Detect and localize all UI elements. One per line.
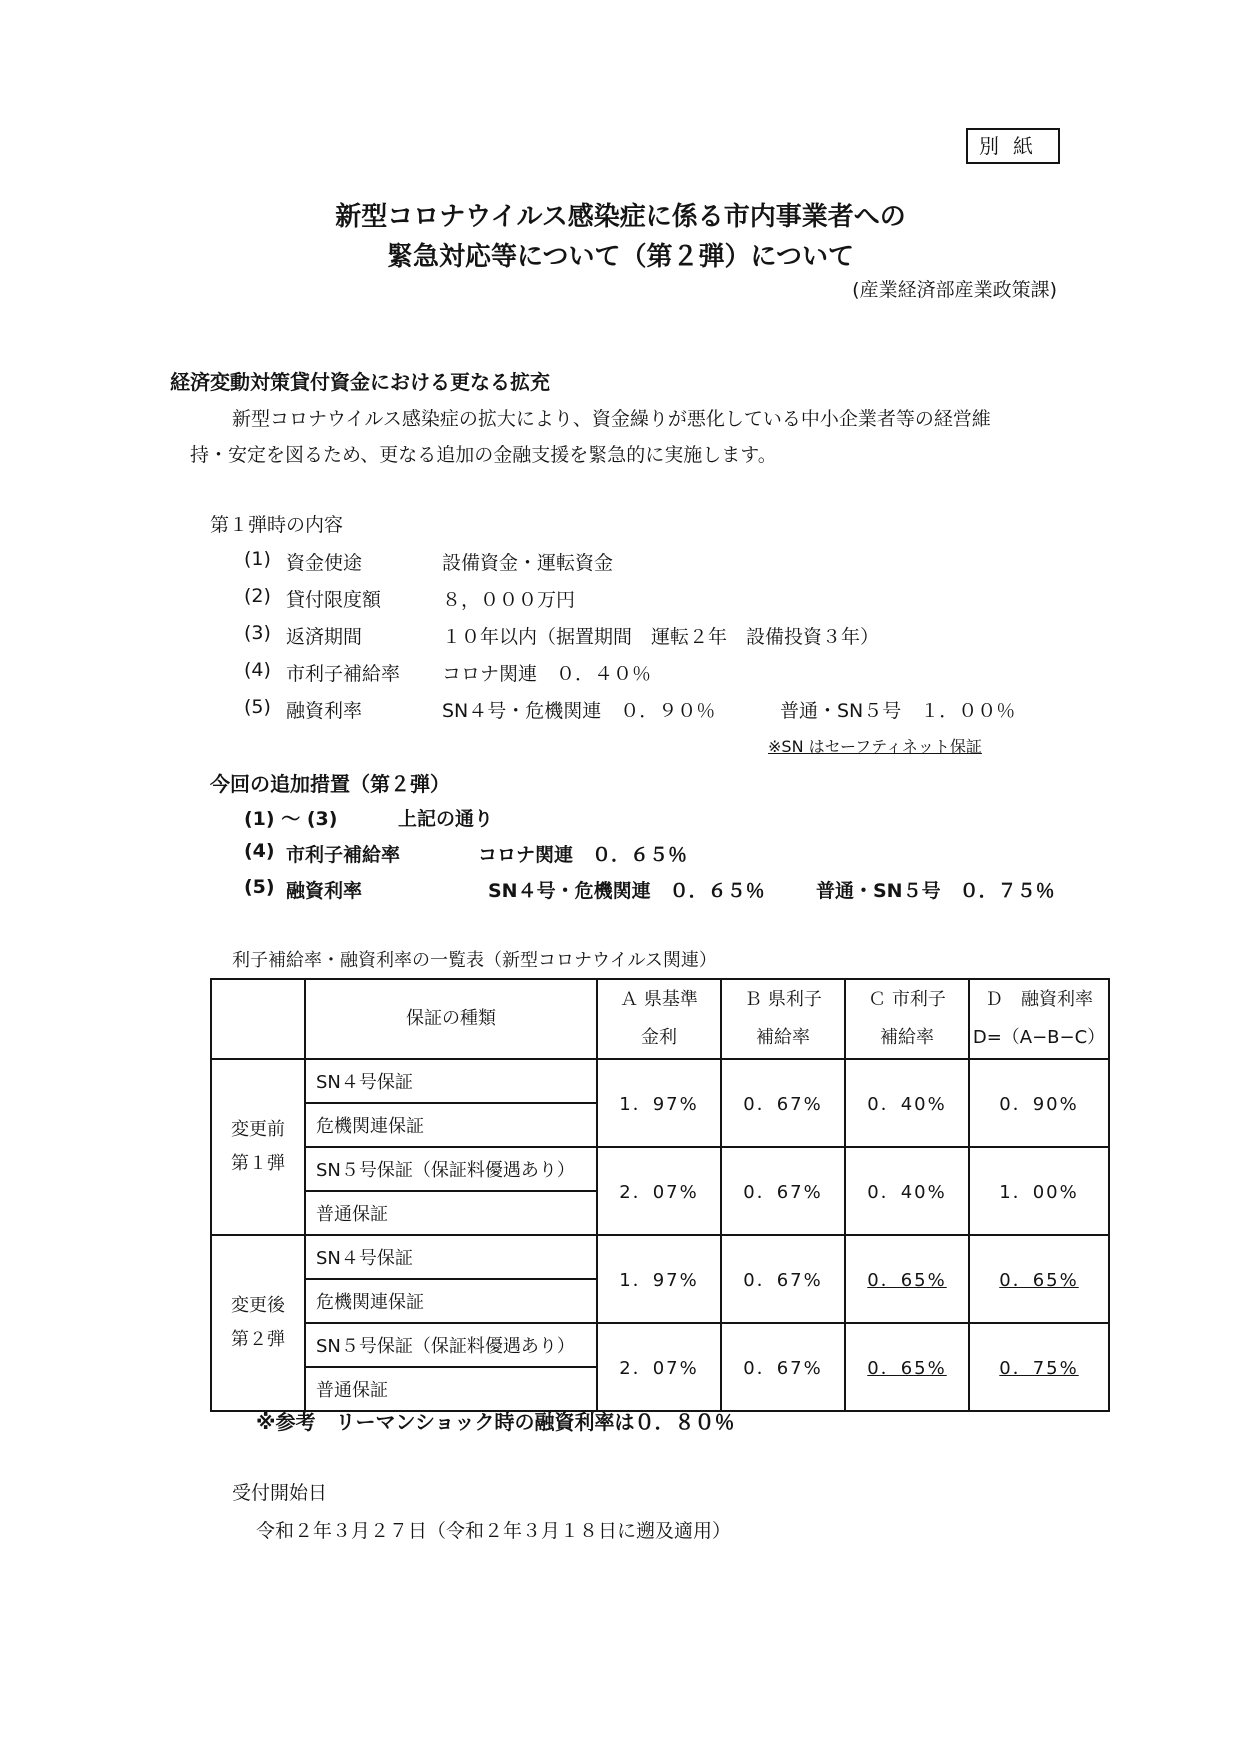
- header-a-line1: Ａ 県基準: [620, 989, 698, 1010]
- group-label-line1: 変更後: [231, 1295, 285, 1316]
- item-number: (5): [244, 876, 275, 898]
- header-d-line1: Ｄ 融資利率: [985, 989, 1093, 1010]
- intro-line-2: 持・安定を図るため、更なる追加の金融支援を緊急的に実施します。: [190, 444, 777, 466]
- attachment-tag: 別紙: [966, 128, 1060, 164]
- cell-a: 2．07%: [597, 1323, 721, 1411]
- cell-d: 0．75%: [969, 1323, 1109, 1411]
- cell-d: 0．65%: [969, 1235, 1109, 1323]
- cell-c: 0．40%: [845, 1147, 969, 1235]
- header-c: [845, 979, 969, 1059]
- document-title-line2: 緊急対応等について（第２弾）について: [387, 242, 854, 272]
- header-empty-cell: [211, 979, 305, 1059]
- item-value: SN４号・危機関連 ０．６５％: [488, 880, 765, 902]
- cell-a: 1．97%: [597, 1235, 721, 1323]
- cell-d: 1．00%: [969, 1147, 1109, 1235]
- cell-c: 0．40%: [845, 1059, 969, 1147]
- start-date-value: 令和２年３月２７日（令和２年３月１８日に遡及適用）: [256, 1520, 732, 1542]
- reference-note: ※参考 リーマンショック時の融資利率は０．８０％: [256, 1410, 735, 1434]
- document-title-line1: 新型コロナウイルス感染症に係る市内事業者への: [335, 202, 906, 232]
- header-b-line2: 補給率: [756, 1027, 810, 1048]
- header-c-line1: Ｃ 市利子: [868, 989, 946, 1010]
- item-number: (4): [244, 659, 271, 681]
- cell-b: 0．67%: [721, 1235, 845, 1323]
- item-value: 設備資金・運転資金: [442, 552, 614, 574]
- cell-c: 0．65%: [845, 1235, 969, 1323]
- department-name: (産業経済部産業政策課): [852, 279, 1057, 301]
- table-row: [211, 1059, 1109, 1103]
- item-number: (3): [244, 622, 271, 644]
- item-label: 貸付限度額: [286, 589, 382, 611]
- sn-footnote: ※SN はセーフティネット保証: [768, 737, 982, 756]
- guarantee-sub-label: 普通保証: [305, 1367, 597, 1411]
- item-label: 資金使途: [286, 552, 363, 574]
- intro-line-1: 新型コロナウイルス感染症の拡大により、資金繰りが悪化している中小企業者等の経営維: [232, 408, 991, 430]
- section-heading: 経済変動対策貸付資金における更なる拡充: [170, 370, 550, 394]
- item-label: 市利子補給率: [286, 844, 401, 866]
- cell-b: 0．67%: [721, 1059, 845, 1147]
- group-label-line1: 変更前: [231, 1119, 285, 1140]
- header-a: [597, 979, 721, 1059]
- header-a-line2: 金利: [641, 1027, 677, 1048]
- header-d-line2: D=（A−B−C）: [972, 1027, 1106, 1048]
- phase1-heading: 第１弾時の内容: [210, 514, 344, 536]
- header-c-line2: 補給率: [880, 1027, 934, 1048]
- table-row: [211, 1147, 1109, 1191]
- item-number: (1): [244, 548, 271, 570]
- guarantee-sub-label: SN４号保証: [305, 1235, 597, 1279]
- item-value: コロナ関連 ０．６５％: [478, 844, 688, 866]
- table-caption: 利子補給率・融資利率の一覧表（新型コロナウイルス関連）: [232, 950, 717, 971]
- cell-b: 0．67%: [721, 1147, 845, 1235]
- group-label-line2: 第１弾: [231, 1153, 285, 1174]
- header-b: [721, 979, 845, 1059]
- group-label-after: [211, 1235, 305, 1411]
- cell-c: 0．65%: [845, 1323, 969, 1411]
- item-label: 返済期間: [286, 626, 363, 648]
- table-row: [211, 1235, 1109, 1279]
- cell-a: 1．97%: [597, 1059, 721, 1147]
- item-number: (2): [244, 585, 271, 607]
- item-value: １０年以内（据置期間 運転２年 設備投資３年）: [442, 626, 880, 648]
- item-extra-value: 普通・SN５号 ０．７５％: [816, 880, 1055, 902]
- group-label-line2: 第２弾: [231, 1329, 285, 1350]
- guarantee-sub-label: 危機関連保証: [305, 1279, 597, 1323]
- cell-b: 0．67%: [721, 1323, 845, 1411]
- item-value: 上記の通り: [398, 808, 494, 830]
- item-value: ８，０００万円: [442, 589, 576, 611]
- item-number: (5): [244, 696, 271, 718]
- guarantee-sub-label: SN４号保証: [305, 1059, 597, 1103]
- guarantee-sub-label: 危機関連保証: [305, 1103, 597, 1147]
- header-b-line1: Ｂ 県利子: [744, 989, 822, 1010]
- phase2-heading: 今回の追加措置（第２弾）: [210, 772, 450, 796]
- cell-d: 0．90%: [969, 1059, 1109, 1147]
- header-guarantee-kind: 保証の種類: [305, 979, 597, 1059]
- table-header-row: [211, 979, 1109, 1059]
- start-date-heading: 受付開始日: [232, 1482, 328, 1504]
- guarantee-sub-label: SN５号保証（保証料優遇あり）: [305, 1323, 597, 1367]
- item-extra-value: 普通・SN５号 １．００％: [780, 700, 1016, 722]
- rate-table: [210, 978, 1110, 1412]
- guarantee-sub-label: SN５号保証（保証料優遇あり）: [305, 1147, 597, 1191]
- item-number: (1) ～ (3): [244, 808, 338, 830]
- header-d: [969, 979, 1109, 1059]
- group-label-before: [211, 1059, 305, 1235]
- cell-a: 2．07%: [597, 1147, 721, 1235]
- item-value: SN４号・危機関連 ０．９０％: [442, 700, 716, 722]
- item-label: 融資利率: [286, 700, 363, 722]
- item-value: コロナ関連 ０．４０％: [442, 663, 652, 685]
- table-row: [211, 1323, 1109, 1367]
- item-label: 市利子補給率: [286, 663, 401, 685]
- item-number: (4): [244, 840, 275, 862]
- guarantee-sub-label: 普通保証: [305, 1191, 597, 1235]
- item-label: 融資利率: [286, 880, 363, 902]
